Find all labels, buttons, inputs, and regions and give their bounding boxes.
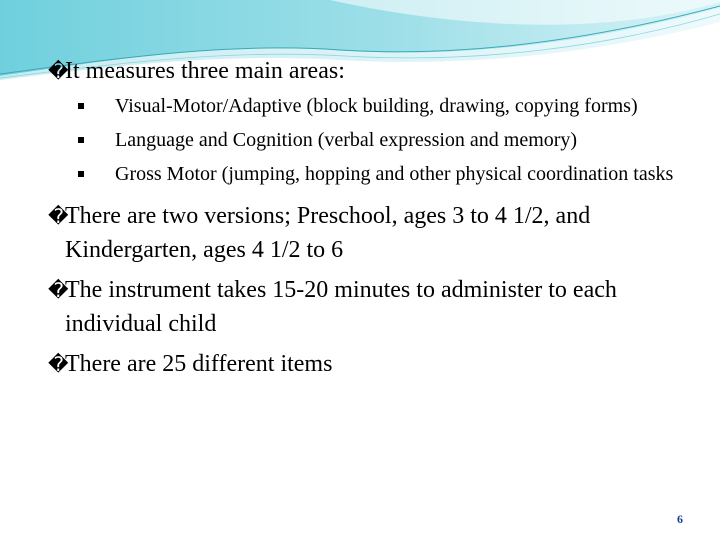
bullet-text: It measures three main areas: [65,58,345,84]
bullet-marker-icon: � [48,59,69,83]
sub-bullet-list [48,92,688,189]
square-bullet-icon [78,103,84,109]
bullet-marker-icon: � [48,278,69,302]
bullet-item [48,273,688,341]
square-bullet-icon [78,137,84,143]
sub-bullet-item [48,126,688,155]
bullet-marker-icon: � [48,204,69,228]
square-bullet-icon [78,171,84,177]
bullet-item [48,347,688,381]
bullet-item [48,199,688,267]
slide-content [48,54,688,387]
bullet-item [48,54,688,88]
bullet-marker-icon: � [48,352,69,376]
sub-bullet-item [48,160,688,189]
page-number: 6 [677,512,683,526]
sub-bullet-text: Visual-Motor/Adaptive (block building, drawing, copying forms) [115,95,638,117]
bullet-text: There are 25 different items [65,351,333,377]
sub-bullet-text: Language and Cognition (verbal expression and memory) [115,129,578,151]
bullet-text: There are two versions; Preschool, ages 3 to 4 1/2, and Kindergarten, ages 4 1/2 to 6 [65,203,591,263]
bullet-text: The instrument takes 15-20 minutes to administer to each individual child [65,277,617,337]
bullet-group-areas [48,54,688,189]
sub-bullet-item [48,92,688,121]
sub-bullet-text: Gross Motor (jumping, hopping and other physical coordination tasks [115,163,674,185]
